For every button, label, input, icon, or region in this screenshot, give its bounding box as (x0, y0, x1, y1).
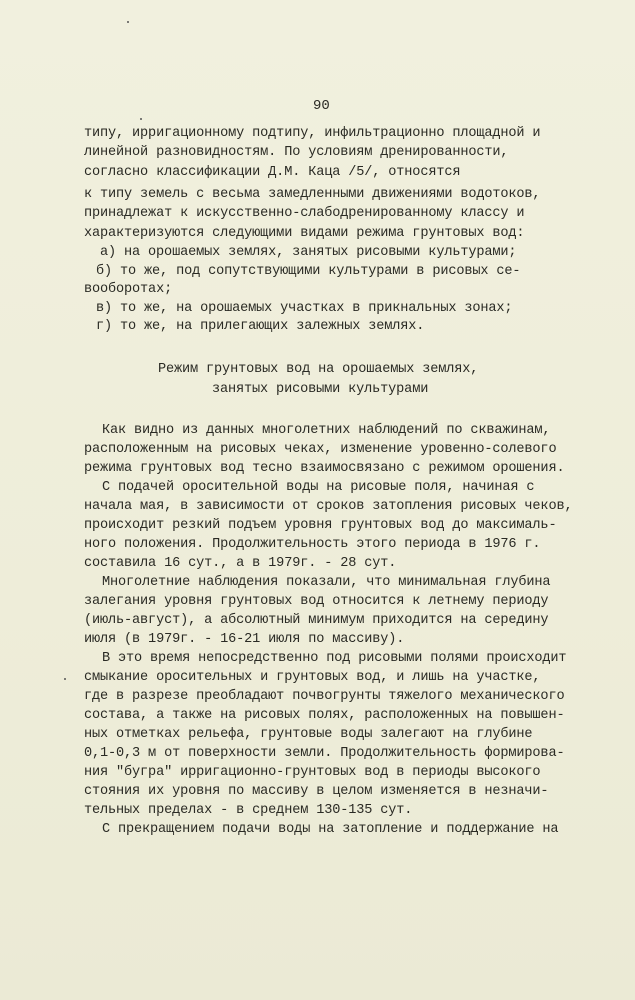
text-line: В это время непосредственно под рисовыми полями происходит (102, 651, 567, 666)
text-line: расположенным на рисовых чеках, изменение уровенно-солевого (84, 442, 557, 457)
text-line: стояния их уровня по массиву в целом изменяется в незначи- (84, 784, 549, 799)
text-line: тельных пределах - в среднем 130-135 сут. (84, 803, 413, 818)
text-line: С прекращением подачи воды на затопление и поддержание на (102, 822, 559, 837)
text-line: начала мая, в зависимости от сроков затопления рисовых чеков, (84, 499, 573, 514)
list-item-a: а) на орошаемых землях, занятых рисовыми культурами; (100, 245, 517, 260)
text-line: Как видно из данных многолетних наблюдений по скважинам, (102, 423, 551, 438)
text-line: принадлежат к искусственно-слабодренированному классу и (84, 206, 525, 221)
page-number: 90 (313, 98, 330, 114)
text-line: происходит резкий подъем уровня грунтовых вод до максималь- (84, 518, 557, 533)
text-line: составила 16 сут., а в 1979г. - 28 сут. (84, 556, 397, 571)
scan-speck (140, 118, 142, 120)
text-line: ных отметках рельефа, грунтовые воды залегают на глубине (84, 727, 533, 742)
text-line: июля (в 1979г. - 16-21 июля по массиву). (84, 632, 405, 647)
text-line: 0,1-0,3 м от поверхности земли. Продолжительность формирова- (84, 746, 565, 761)
text-line: режима грунтовых вод тесно взаимосвязано с режимом орошения. (84, 461, 565, 476)
text-line: С подачей оросительной воды на рисовые поля, начиная с (102, 480, 535, 495)
scan-speck (127, 21, 129, 23)
list-item-b: б) то же, под сопутствующими культурами в рисовых се- (96, 264, 521, 279)
text-line: типу, ирригационному подтипу, инфильтрационно площадной и (84, 126, 541, 141)
section-heading: Режим грунтовых вод на орошаемых землях, (158, 362, 479, 377)
text-line: ния "бугра" ирригационно-грунтовых вод в периоды высокого (84, 765, 541, 780)
text-line: характеризуются следующими видами режима грунтовых вод: (84, 226, 525, 241)
text-line: (июль-август), а абсолютный минимум приходится на середину (84, 613, 549, 628)
text-line: залегания уровня грунтовых вод относится к летнему периоду (84, 594, 549, 609)
text-line: согласно классификации Д.М. Каца /5/, относятся (84, 165, 461, 180)
text-line: Многолетние наблюдения показали, что минимальная глубина (102, 575, 551, 590)
text-line: смыкание оросительных и грунтовых вод, и лишь на участке, (84, 670, 541, 685)
scan-speck (64, 678, 66, 680)
text-line: линейной разновидностям. По условиям дренированности, (84, 145, 509, 160)
list-item-v: в) то же, на орошаемых участках в прикнальных зонах; (96, 301, 513, 316)
text-line: вооборотах; (84, 282, 173, 297)
text-line: состава, а также на рисовых полях, расположенных на повышен- (84, 708, 565, 723)
text-line: ного положения. Продолжительность этого периода в 1976 г. (84, 537, 541, 552)
text-line: где в разрезе преобладают почвогрунты тяжелого механического (84, 689, 565, 704)
section-heading: занятых рисовыми культурами (212, 382, 429, 397)
list-item-g: г) то же, на прилегающих залежных землях. (96, 319, 425, 334)
text-line: к типу земель с весьма замедленными движениями водотоков, (84, 187, 541, 202)
